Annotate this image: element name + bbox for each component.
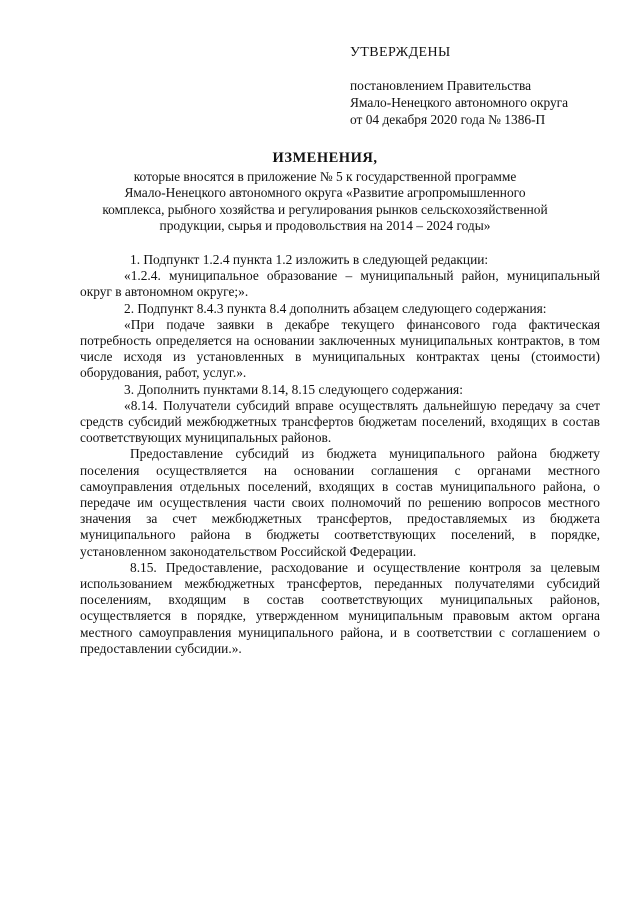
title-line: которые вносятся в приложение № 5 к государственной программе bbox=[133, 168, 517, 184]
approval-heading: УТВЕРЖДЕНЫ bbox=[350, 45, 451, 60]
approval-stamp bbox=[350, 44, 620, 128]
approval-line: Ямало-Ненецкого автономного округа bbox=[350, 95, 569, 110]
paragraph-item-2: 2. Подпункт 8.4.3 пункта 8.4 дополнить абзацем следующего содержания: bbox=[124, 300, 547, 316]
title-line: Ямало-Ненецкого автономного округа «Развитие агропромышленного bbox=[124, 185, 526, 200]
title-line: комплекса, рыбного хозяйства и регулирования рынков сельскохозяйственной bbox=[102, 201, 548, 217]
approval-line: постановлением Правительства bbox=[350, 78, 532, 93]
paragraph-quote-3: «8.14. Получатели субсидий вправе осуществлять дальнейшую передачу за счет средств субсидий межбюджетных трансфертов бюджетам поселений, входящих в состав соответствующих муниципальных районов. bbox=[80, 397, 600, 446]
paragraph-subsidy-provision: Предоставление субсидий из бюджета муниципального района бюджету поселения осуществляется на основании соглашения с органами местного самоуправления отдельных поселений, входящих в состав муниципального района, о передаче им осуществления части своих полномочий по решению вопросов местного значения за счет межбюджетных трансфертов, предоставляемых из бюджета муниципального района в бюджеты соответствующих поселений, в порядке, установленном законодательством Российской Федерации. bbox=[80, 446, 600, 559]
title-line: продукции, сырья и продовольствия на 2014 – 2024 годы» bbox=[159, 218, 491, 233]
document-body bbox=[80, 252, 600, 657]
paragraph-item-3: 3. Дополнить пунктами 8.14, 8.15 следующего содержания: bbox=[124, 381, 463, 397]
approval-line: от 04 декабря 2020 года № 1386-П bbox=[350, 112, 546, 127]
paragraph-quote-1: «1.2.4. муниципальное образование – муниципальный район, муниципальный округ в автономном округе;». bbox=[80, 268, 600, 300]
document-title: ИЗМЕНЕНИЯ, bbox=[272, 150, 378, 166]
paragraph-8-15: 8.15. Предоставление, расходование и осуществление контроля за целевым использованием межбюджетных трансфертов, переданных получателями субсидий поселениям, входящим в состав соответствующих муниципальных районов, осуществляется в порядке, утвержденном муниципальным правовым актом органа местного самоуправления муниципального района, и в соответствии с соглашением о предоставлении субсидии.». bbox=[80, 559, 600, 656]
document-title-block bbox=[80, 150, 570, 235]
paragraph-quote-2: «При подаче заявки в декабре текущего финансового года фактическая потребность определяется на основании заключенных муниципальных контрактов, в том числе исходя из установленных в муниципальных контрактах цены (стоимости) оборудования, работ, услуг.». bbox=[80, 316, 600, 381]
paragraph-item-1: 1. Подпункт 1.2.4 пункта 1.2 изложить в следующей редакции: bbox=[130, 252, 489, 267]
